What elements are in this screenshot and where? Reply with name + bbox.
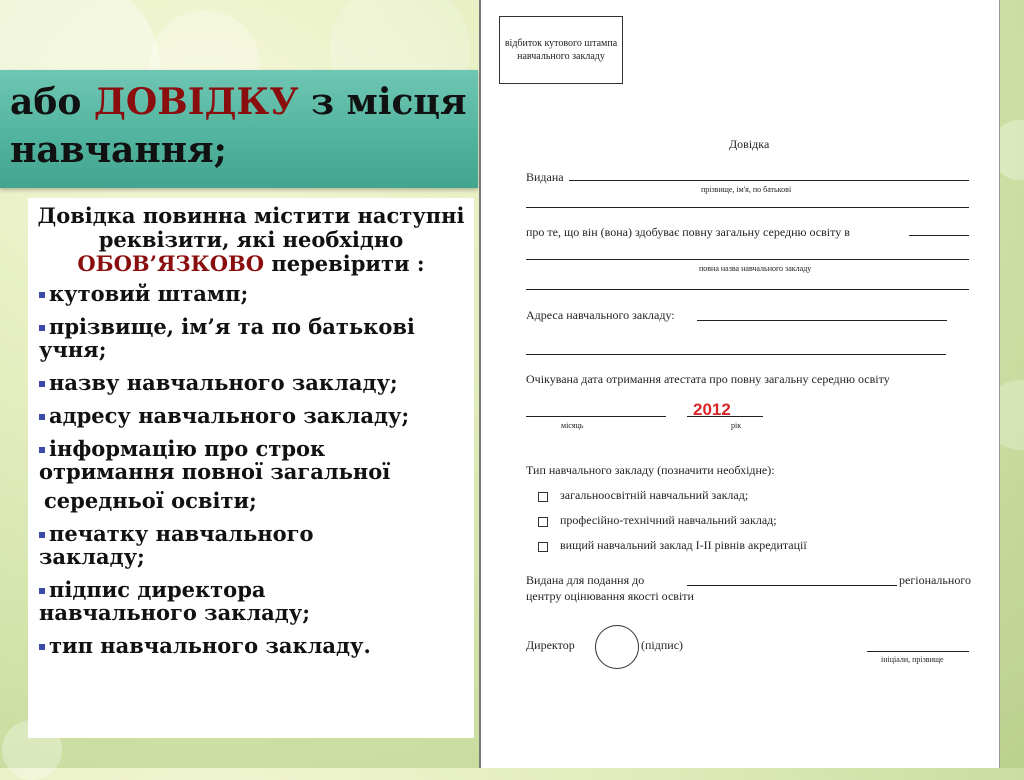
submit-suffix: регіонального [899,573,971,587]
bullet-square-icon [39,447,45,453]
month-hint: місяць [561,421,584,430]
school-line-2 [526,289,969,290]
list-item [39,437,468,512]
submit-label: Видана для подання до [526,573,645,587]
list-item-text: кутовий штамп; [49,281,249,306]
title-highlight: ДОВІДКУ [93,81,299,123]
requirements-list [28,282,474,657]
bullet-square-icon [39,414,45,420]
list-item [39,522,468,568]
school-line [526,259,969,260]
checkbox-general-school[interactable] [538,492,548,502]
bullet-square-icon [39,532,45,538]
submit-line [687,585,897,586]
list-item-text: тип навчального закладу. [49,633,371,658]
list-item-text: отримання повної загальної [39,459,391,484]
requirements-panel [28,198,474,738]
list-item-text: прізвище, ім’я та по батькові [49,314,415,339]
bullet-square-icon [39,588,45,594]
list-item [39,371,468,394]
form-heading: Довідка [729,137,770,151]
stamp-text: відбиток кутового штампа навчального закладу [504,38,618,62]
list-item-text: учня; [39,337,107,362]
address-line-2 [526,354,946,355]
signature-label: (підпис) [641,638,684,652]
bullet-square-icon [39,292,45,298]
list-item-text: середньої освіти; [44,488,257,513]
list-item-text: навчального закладу; [39,600,310,625]
list-item-text: інформацію про строк [49,436,326,461]
expected-date-text: Очікувана дата отримання атестата про повну загальну середню освіту [526,372,890,386]
initials-hint: ініціали, прізвище [881,655,944,664]
list-item [39,404,468,427]
type-option-general: загальноосвітній навчальний заклад; [560,488,749,502]
intro-highlight: ОБОВ’ЯЗКОВО [77,251,265,276]
list-item-text: підпис директора [49,577,266,602]
about-text: про те, що він (вона) здобуває повну загальну середню освіту в [526,225,850,239]
submit-line2: центру оцінювання якості освіти [526,589,694,603]
title-text-before: або [10,81,94,123]
seal-circle [595,625,639,669]
certificate-form [479,0,1000,768]
list-item-text: печатку навчального [49,521,314,546]
type-option-higher: вищий навчальний заклад І-ІІ рівнів акредитації [560,538,807,552]
name-line [569,180,969,181]
list-item-text: закладу; [39,544,145,569]
intro-text-after: перевірити : [264,251,425,276]
month-line [526,416,666,417]
year-hint: рік [731,421,742,430]
school-hint: повна назва навчального закладу [699,264,812,273]
name-line-2 [526,207,969,208]
requirements-intro [36,204,466,276]
list-item [39,315,468,361]
checkbox-vocational-school[interactable] [538,517,548,527]
list-item [39,282,468,305]
corner-stamp-box [499,16,623,84]
list-item [39,634,468,657]
slide-title [10,78,475,174]
intro-text-before: Довідка повинна містити наступні реквізити, які необхідно [37,203,465,252]
list-item [39,578,468,624]
address-line [697,320,947,321]
type-label: Тип навчального закладу (позначити необхідне): [526,463,775,477]
bullet-square-icon [39,644,45,650]
type-option-vocational: професійно-технічний навчальний заклад; [560,513,777,527]
name-hint: прізвище, ім'я, по батькові [701,185,792,194]
bullet-square-icon [39,325,45,331]
checkbox-higher-school[interactable] [538,542,548,552]
list-item-text: адресу навчального закладу; [49,403,410,428]
title-text-after: з місця навчання; [10,81,467,171]
bullet-square-icon [39,381,45,387]
director-label: Директор [526,638,575,652]
initials-line [867,651,969,652]
list-item-text: назву навчального закладу; [49,370,398,395]
year-value: 2012 [693,400,731,419]
issued-label: Видана [526,170,564,184]
school-start-line [909,235,969,236]
address-label: Адреса навчального закладу: [526,308,675,322]
